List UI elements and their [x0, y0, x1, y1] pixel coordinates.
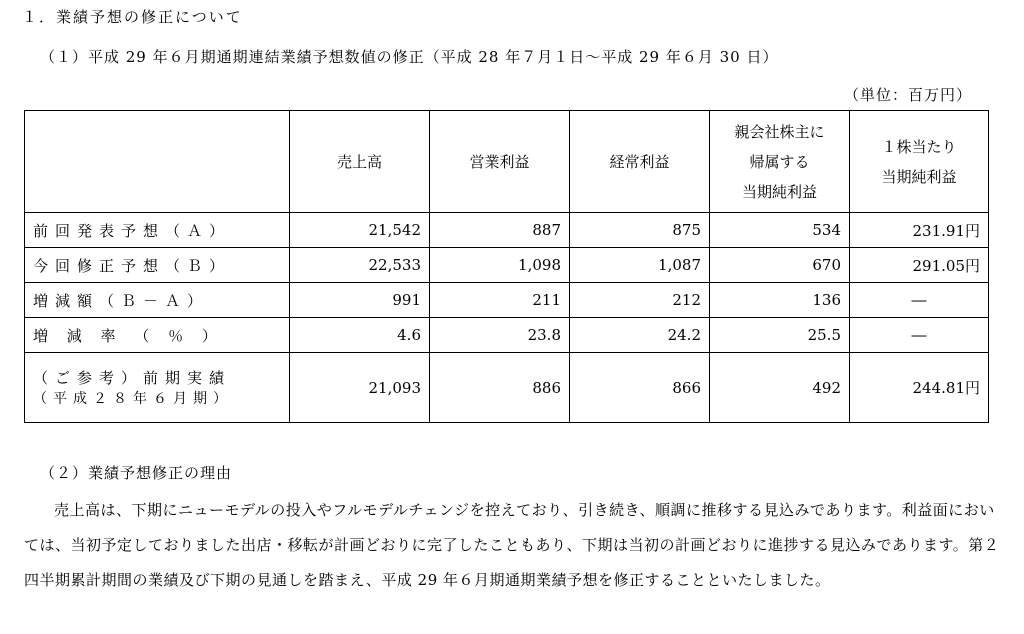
- header-net-income: [710, 111, 850, 213]
- cell-sales: 22,533: [290, 248, 430, 283]
- row-label: 増 減 率 （ ％ ）: [33, 326, 224, 345]
- table-header-row: [25, 111, 989, 213]
- cell-net-income: 25.5: [710, 318, 850, 353]
- cell-sales: 21,542: [290, 213, 430, 248]
- cell-net-income: 670: [710, 248, 850, 283]
- header-net-income-line3: 当期純利益: [741, 182, 817, 201]
- table-row: [25, 353, 989, 423]
- cell-ordinary-profit: 212: [570, 283, 710, 318]
- cell-sales: 21,093: [290, 353, 430, 423]
- cell-ordinary-profit: 866: [570, 353, 710, 423]
- cell-ordinary-profit: 1,087: [570, 248, 710, 283]
- table-row: [25, 248, 989, 283]
- cell-net-income: 492: [710, 353, 850, 423]
- cell-operating-profit: 886: [430, 353, 570, 423]
- cell-net-income: 136: [710, 283, 850, 318]
- cell-eps: 291.05円: [850, 248, 989, 283]
- table-row: [25, 318, 989, 353]
- cell-eps: ―: [850, 318, 989, 353]
- cell-sales: 991: [290, 283, 430, 318]
- cell-sales: 4.6: [290, 318, 430, 353]
- row-sublabel: （平成２８年６月期）: [33, 391, 233, 407]
- row-label: 前回発表予想（Ａ）: [33, 221, 232, 240]
- cell-operating-profit: 23.8: [430, 318, 570, 353]
- header-operating-profit: 営業利益: [430, 111, 570, 213]
- header-net-income-line2: 帰属する: [749, 152, 810, 171]
- cell-operating-profit: 1,098: [430, 248, 570, 283]
- row-label: 増減額（Ｂ－Ａ）: [33, 291, 210, 310]
- cell-ordinary-profit: 875: [570, 213, 710, 248]
- forecast-table: [24, 110, 989, 423]
- section-heading: １．業績予想の修正について: [22, 8, 243, 26]
- row-label: （ご参考）前期実績: [33, 369, 232, 387]
- header-net-income-line1: 親会社株主に: [734, 122, 825, 141]
- cell-ordinary-profit: 24.2: [570, 318, 710, 353]
- cell-eps: ―: [850, 283, 989, 318]
- reason-paragraph: 売上高は、下期にニューモデルの投入やフルモデルチェンジを控えており、引き続き、順調に推移する見込みであります。利益面においては、当初予定しておりました出店・移転が計画どおりに完了したこともあり、下期は当初の計画どおりに進捗する見込みであります。第２四半期累計期間の業績及び下期の見通しを踏まえ、平成 29 年６月期通期業績予想を修正することといたしました。: [24, 501, 1000, 589]
- header-blank: [25, 111, 290, 213]
- subsection-heading: （１）平成 29 年６月期通期連結業績予想数値の修正（平成 28 年７月１日～平成 29 年６月 30 日）: [40, 48, 779, 66]
- cell-net-income: 534: [710, 213, 850, 248]
- header-sales: 売上高: [290, 111, 430, 213]
- row-label: 今回修正予想（Ｂ）: [33, 256, 232, 275]
- cell-operating-profit: 887: [430, 213, 570, 248]
- header-eps-line1: １株当たり: [881, 137, 957, 156]
- header-ordinary-profit: 経常利益: [570, 111, 710, 213]
- table-row: [25, 283, 989, 318]
- header-eps: [850, 111, 989, 213]
- cell-eps: 231.91円: [850, 213, 989, 248]
- header-eps-line2: 当期純利益: [881, 167, 957, 186]
- unit-label: （単位：百万円）: [843, 86, 972, 104]
- cell-eps: 244.81円: [850, 353, 989, 423]
- cell-operating-profit: 211: [430, 283, 570, 318]
- table-row: [25, 213, 989, 248]
- reason-heading: （２）業績予想修正の理由: [40, 464, 233, 482]
